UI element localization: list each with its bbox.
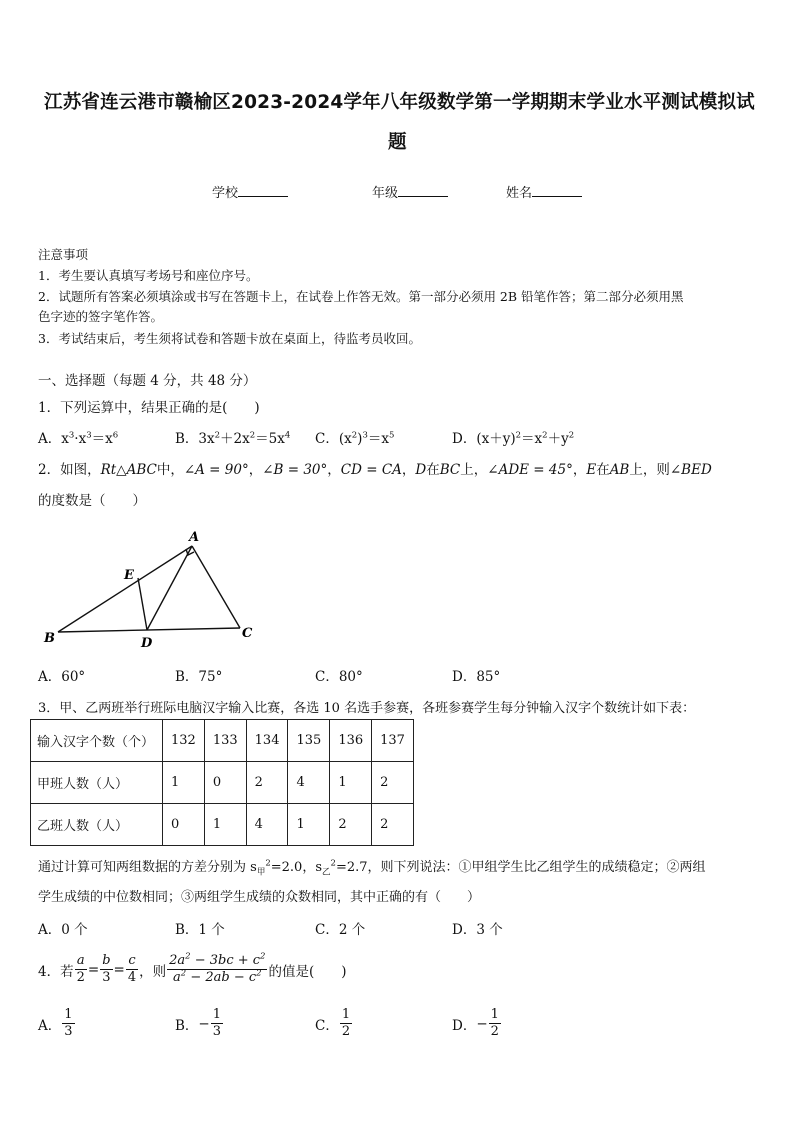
question-2-option-b[interactable]: B．75° (175, 669, 223, 685)
q2-angle-bed: ∠BED (669, 462, 712, 478)
fraction-a-over-2: $\frac{a}{2}$ (76, 953, 85, 985)
q2-text: 2．如图， (38, 462, 101, 478)
segment-bc (58, 628, 240, 632)
table-cell: 0 (204, 762, 246, 804)
q2-text: 在 (596, 462, 610, 478)
label-a: A (189, 530, 200, 545)
option-a-expr: $x^3\cdot x^3=x^6$ (61, 430, 119, 447)
option-c-expr: $(x^2)^3=x^5$ (338, 430, 395, 447)
fraction-one-third: $\frac{1}{3}$ (212, 1007, 222, 1039)
question-3-option-c[interactable]: C．2 个 (315, 922, 366, 938)
notice-heading: 注意事项 (38, 247, 89, 262)
q2-segment-bc: BC (439, 462, 461, 478)
table-cell: 137 (372, 720, 414, 762)
school-field (212, 182, 288, 201)
option-label: A． (38, 431, 62, 447)
table-cell: 输入汉字个数（个） (31, 720, 163, 762)
triangle-figure (30, 520, 270, 655)
q2-text: 中， (156, 462, 184, 478)
table-row (31, 762, 414, 804)
option-label: B． (175, 431, 199, 447)
q2-angle-a: ∠A = 90° (183, 462, 249, 478)
question-2-option-a[interactable]: A．60° (38, 669, 86, 685)
name-label: 姓名 (506, 186, 533, 201)
q2-segment-ab: AB (609, 462, 630, 478)
table-cell: 甲班人数（人） (31, 762, 163, 804)
segment-ad (147, 546, 192, 630)
question-2-option-d[interactable]: D．85° (452, 669, 501, 685)
question-3-text: 通过计算可知两组数据的方差分别为 $s_甲^2=2.0$，$s_乙^2=2.7$，则下列说法：①甲组学生比乙组学生的成绩稳定；②两组 (38, 858, 706, 878)
question-3-option-d[interactable]: D．3 个 (452, 922, 503, 938)
table-cell: 2 (330, 804, 372, 846)
q2-text: ， (572, 462, 587, 478)
table-cell: 1 (204, 804, 246, 846)
table-cell: 2 (372, 762, 414, 804)
option-b-expr: $3x^2+2x^2=5x^4$ (198, 430, 291, 447)
fraction-one-third: $\frac{1}{3}$ (64, 1007, 73, 1039)
fraction-b-over-3: $\frac{b}{3}$ (102, 953, 111, 985)
table-row (31, 804, 414, 846)
section-heading: 一、选择题（每题 4 分，共 48 分） (38, 373, 257, 389)
grade-label: 年级 (372, 186, 399, 201)
q4-text: 的值是( ) (268, 963, 347, 980)
table-cell: 4 (288, 762, 330, 804)
question-3-stem: 3．甲、乙两班举行班际电脑汉字输入比赛，各选 10 名选手参赛，各班参赛学生每分钟输入汉字个数统计如下表： (38, 701, 696, 716)
q2-angle-ade: ∠ADE = 45° (487, 462, 573, 478)
table-cell: 135 (288, 720, 330, 762)
table-cell: 133 (204, 720, 246, 762)
table-cell: 136 (330, 720, 372, 762)
grade-blank[interactable] (398, 184, 448, 197)
question-2-stem-cont: 的度数是（ ） (38, 493, 146, 509)
q2-text: ， (248, 462, 263, 478)
school-blank[interactable] (238, 184, 288, 197)
label-e: E (124, 568, 134, 583)
fraction-one-half: $\frac{1}{2}$ (490, 1007, 499, 1039)
stats-table (30, 719, 414, 846)
q2-text: ， (401, 462, 416, 478)
label-c: C (242, 626, 253, 641)
table-cell: 1 (288, 804, 330, 846)
segment-ac (192, 546, 240, 628)
question-4-option-d[interactable] (452, 1007, 502, 1040)
label-d: D (141, 636, 153, 651)
notice-item-1: 1．考生要认真填写考场号和座位序号。 (38, 268, 259, 283)
fraction-one-half: $\frac{1}{2}$ (341, 1007, 351, 1039)
question-1-stem: 1．下列运算中，结果正确的是( ) (38, 400, 260, 416)
q2-text: 上， (460, 462, 488, 478)
table-cell: 134 (246, 720, 288, 762)
name-blank[interactable] (532, 184, 582, 197)
notice-item-3: 3．考试结束后，考生须将试卷和答题卡放在桌面上，待监考员收回。 (38, 331, 421, 346)
q3-text: =2.7，则下列说法：①甲组学生比乙组学生的成绩稳定；②两组 (335, 860, 706, 875)
grade-field (372, 182, 448, 201)
minus-sign: − (476, 1015, 488, 1032)
name-field (506, 182, 582, 201)
question-3-text-cont: 学生成绩的中位数相同；③两组学生成绩的众数相同，其中正确的有（ ） (38, 890, 481, 905)
subscript-yi: 乙 (322, 867, 331, 878)
q2-text: 在 (426, 462, 440, 478)
q2-triangle: Rt△ABC (100, 462, 157, 478)
fraction-c-over-4: $\frac{c}{4}$ (127, 953, 137, 985)
notice-item-2-cont: 色字迹的签字笔作答。 (38, 309, 164, 324)
option-label: D． (452, 431, 477, 447)
q3-text: =2.0，s (270, 860, 322, 875)
school-label: 学校 (212, 186, 239, 201)
table-cell: 2 (372, 804, 414, 846)
table-cell: 乙班人数（人） (31, 804, 163, 846)
option-label: D． (452, 1017, 477, 1034)
notice-item-2: 2．试题所有答案必须填涂或书写在答题卡上，在试卷上作答无效。第一部分必须用 2B 铅笔作答；第二部分必须用黑 (38, 289, 684, 304)
question-4-option-c[interactable] (315, 1007, 353, 1040)
q2-text: 上，则 (629, 462, 670, 478)
question-4-stem: 4．若 $\frac{a}{2}$ = $\frac{b}{3}$ = $\frac{c}{4}$ ，则 $\frac{2a^2 - 3bc + c^2}{a^2 - 2ab - c^2}$ 的值是( ) (38, 951, 347, 985)
q2-angle-b: ∠B = 30° (262, 462, 328, 478)
q4-text: 4．若 (38, 963, 74, 980)
q2-text: ， (327, 462, 341, 478)
question-1-option-d[interactable] (452, 427, 574, 447)
q2-cd-ca: CD = CA (340, 462, 402, 478)
question-4-option-b[interactable] (175, 1007, 224, 1040)
table-cell: 132 (163, 720, 205, 762)
q4-text: ，则 (139, 963, 167, 980)
question-3-option-b[interactable]: B．1 个 (175, 922, 225, 938)
table-cell: 4 (246, 804, 288, 846)
question-1-option-a[interactable] (38, 427, 118, 447)
label-b: B (44, 631, 55, 646)
table-row (31, 720, 414, 762)
option-label: B． (175, 1017, 199, 1034)
table-cell: 1 (163, 762, 205, 804)
option-label: C． (315, 431, 339, 447)
table-cell: 0 (163, 804, 205, 846)
table-cell: 1 (330, 762, 372, 804)
page-title-line1: 江苏省连云港市赣榆区2023-2024学年八年级数学第一学期期末学业水平测试模拟试 (44, 92, 755, 113)
segment-ba (58, 546, 192, 632)
question-1-option-b[interactable] (175, 427, 290, 447)
minus-sign: − (198, 1015, 210, 1032)
q3-text: 通过计算可知两组数据的方差分别为 s (38, 860, 257, 875)
q2-point-e: E (586, 462, 597, 478)
table-cell: 2 (246, 762, 288, 804)
subscript-jia: 甲 (256, 867, 266, 878)
option-label: A． (38, 1017, 62, 1034)
option-label: C． (315, 1017, 339, 1034)
q2-point-d: D (415, 462, 427, 478)
fraction-expression: $\frac{2a^2 - 3bc + c^2}{a^2 - 2ab - c^2}$ (169, 951, 266, 985)
page-title-line2: 题 (388, 132, 407, 153)
question-3-option-a[interactable]: A．0 个 (38, 922, 88, 938)
option-d-expr: $(x+y)^2=x^2+y^2$ (476, 430, 575, 447)
question-2-stem (38, 458, 712, 478)
question-4-option-a[interactable] (38, 1007, 76, 1040)
segment-de (138, 578, 147, 630)
question-2-option-c[interactable]: C．80° (315, 669, 363, 685)
question-1-option-c[interactable] (315, 427, 394, 447)
